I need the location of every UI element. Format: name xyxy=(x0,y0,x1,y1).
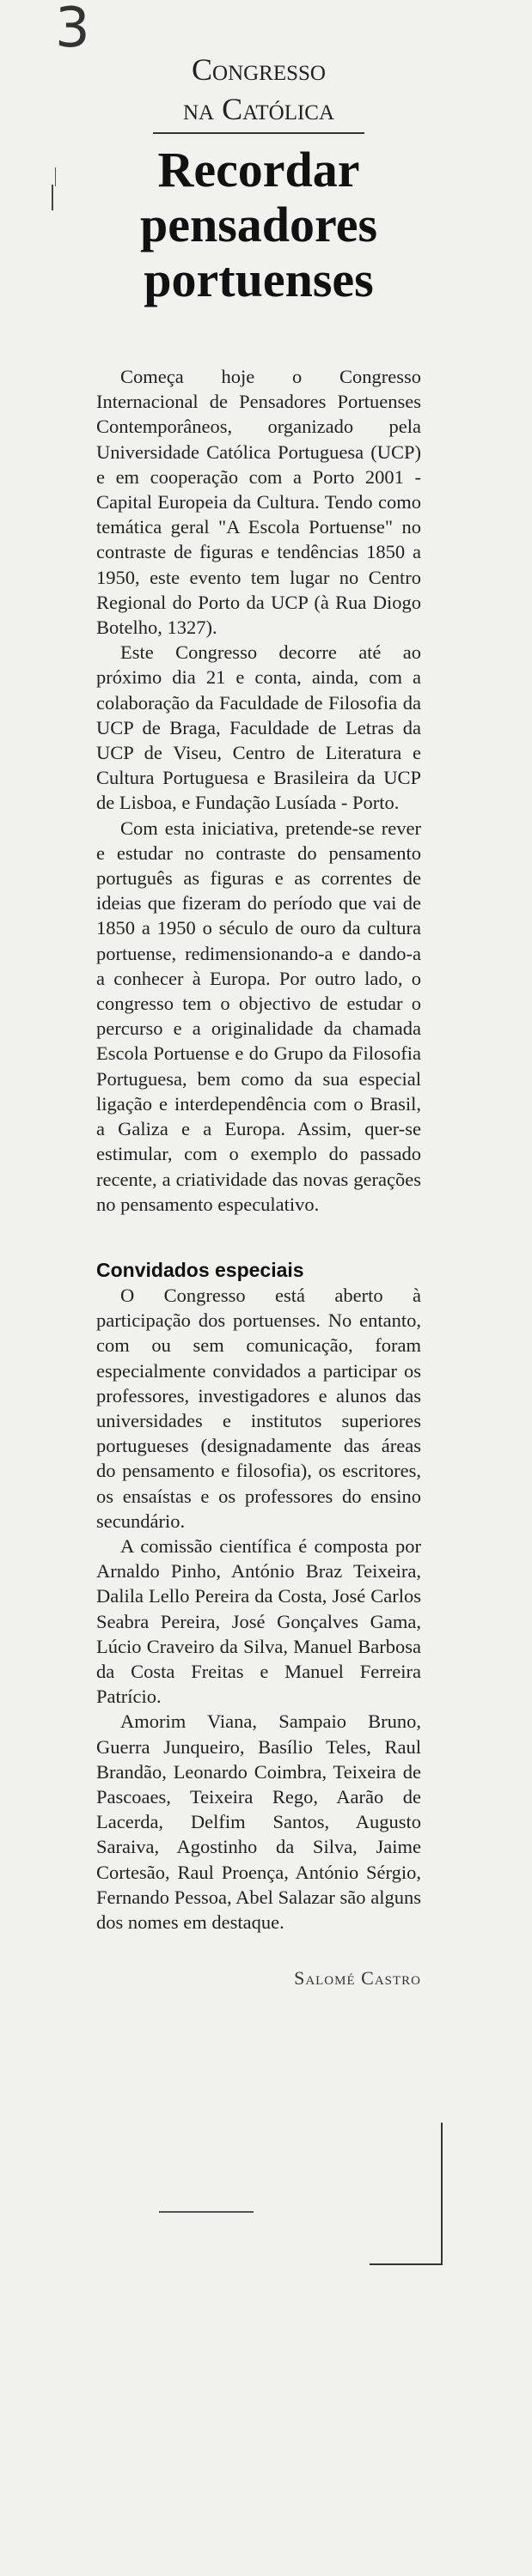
headline-line: portuenses xyxy=(144,252,374,307)
paragraph: A comissão científica é composta por Arnaldo Pinho, António Braz Teixeira, Dalila Lello Pereira da Costa, José Carlos Seabra Pereira, José Gonçalves Gama, Lúcio Craveiro da Silva, Manuel Barbosa da Costa Freitas e Manuel Ferreira Patrício. xyxy=(96,1534,421,1708)
handwritten-mark xyxy=(441,2123,443,2264)
margin-mark xyxy=(52,185,53,210)
kicker xyxy=(96,50,421,134)
handwritten-mark xyxy=(370,2263,443,2265)
headline xyxy=(96,143,421,307)
headline-line: pensadores xyxy=(139,197,378,252)
paragraph: Com esta iniciativa, pretende-se rever e estudar no contraste do pensamento português as figuras e as correntes de ideias que fizeram do período que vai de 1850 a 1950 o século de ouro da cultura portuense, redimensionando-a e dando-a a conhecer à Europa. Por outro lado, o congresso tem o objectivo de estudar o percurso e a originalidade da chamada Escola Portuense e do Grupo da Filosofia Portuguesa, bem como da sua especial ligação e interdependência com o Brasil, a Galiza e a Europa. Assim, quer-se estimular, com o exemplo do passado recente, a criatividade das novas gerações no pensamento especulativo. xyxy=(96,817,421,1215)
kicker-line: Congresso xyxy=(192,52,326,87)
page-number-mark: 3 xyxy=(55,0,90,60)
headline-line: Recordar xyxy=(157,142,360,197)
margin-mark xyxy=(55,167,56,186)
article-body xyxy=(96,364,421,1990)
handwritten-underline xyxy=(159,2211,254,2213)
section-title: Convidados especiais xyxy=(96,1258,304,1281)
paragraph: Amorim Viana, Sampaio Bruno, Guerra Junqueiro, Basílio Teles, Raul Brandão, Leonardo Coimbra, Teixeira de Pascoaes, Teixeira Rego, Aarão de Lacerda, Delfim Santos, Augusto Saraiva, Agostinho da Silva, Jaime Cortesão, Raul Proença, António Sérgio, Fernando Pessoa, Abel Salazar são alguns dos nomes em destaque. xyxy=(96,1710,421,1933)
kicker-line: na Católica xyxy=(182,92,335,126)
paragraph: Começa hoje o Congresso Internacional de Pensadores Portuenses Contemporâneos, organizado pela Universidade Católica Portuguesa (UCP) e em cooperação com a Porto 2001 - Capital Europeia da Cultura. Tendo como temática geral "A Escola Portuense" no contraste de figuras e tendências 1850 a 1950, este evento tem lugar no Centro Regional do Porto da UCP (à Rua Diogo Botelho, 1327). xyxy=(96,366,421,639)
paragraph: O Congresso está aberto à participação dos portuenses. No entanto, com ou sem comunicação, foram especialmente convidados a participar os professores, investigadores e alunos das universidades e institutos superiores portugueses (designadamente das áreas do pensamento e filosofia), os escritores, os ensaístas e os professores do ensino secundário. xyxy=(96,1284,421,1532)
kicker-divider xyxy=(153,132,364,134)
paragraph: Este Congresso decorre até ao próximo dia 21 e conta, ainda, com a colaboração da Faculdade de Filosofia da UCP de Braga, Faculdade de Letras da UCP de Viseu, Centro de Literatura e Cultura Portuguesa e Brasileira da UCP de Lisboa, e Fundação Lusíada - Porto. xyxy=(96,641,421,814)
byline: Salomé Castro xyxy=(294,1967,421,1990)
article xyxy=(96,26,421,1990)
